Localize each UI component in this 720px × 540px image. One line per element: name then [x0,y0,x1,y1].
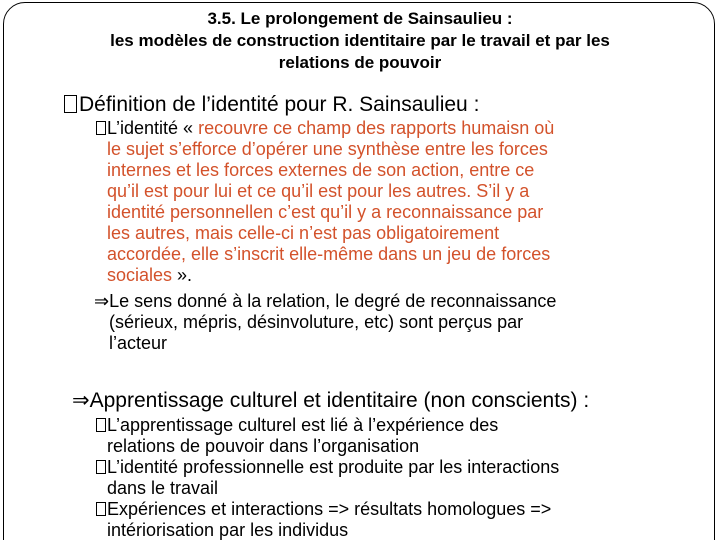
arrow-line: l’acteur [109,333,168,353]
square-bullet-icon [96,121,106,135]
quote-close: ». [172,265,193,285]
quote-line: les autres, mais celle-ci n’est pas obligatoirement [107,223,500,243]
quote-text: sociales [107,265,173,285]
quote-text: recouvre ce champ des rapports humaisn où [198,118,555,138]
square-bullet-icon [96,502,106,516]
item-text: Expériences et interactions => résultats homologues => [107,499,552,519]
square-bullet-icon [96,418,106,432]
quote-intro: L’identité « [107,118,199,138]
square-bullet-icon [96,460,106,474]
double-arrow-icon: ⇒ [94,291,110,312]
arrow-line [94,291,556,312]
arrow-line: (sérieux, mépris, désinvoluture, etc) sont perçus par [109,312,524,332]
list-item-line: relations de pouvoir dans l’organisation [107,436,420,456]
list-item [96,415,559,436]
quote-line: accordée, elle s’inscrit elle-même dans un jeu de forces [107,244,551,264]
arrow-text: Le sens donné à la relation, le degré de reconnaissance [109,291,557,311]
list-item-line: intériorisation par les individus [107,520,349,540]
quote-line: internes et les forces externes de son action, entre ce [107,160,535,180]
perception-point [94,291,556,354]
quote-line [96,265,554,286]
title-line: les modèles de construction identitaire par le travail et par les [110,31,610,50]
title-line: 3.5. Le prolongement de Sainsaulieu : [207,9,513,28]
section2-items [96,415,559,540]
list-item-line: dans le travail [107,478,219,498]
title-line: relations de pouvoir [278,53,442,72]
quote-line: identité personnellen c’est qu’il y a reconnaissance par [107,202,544,222]
section2-heading [72,389,589,412]
item-text: L’identité professionnelle est produite par les interactions [107,457,560,477]
slide-title [40,8,680,74]
list-item [96,457,559,478]
section1-heading [64,93,479,116]
quote-line: qu’il est pour lui et ce qu’il est pour les autres. S’il y a [107,181,530,201]
section1-heading-text: Définition de l’identité pour R. Sainsaulieu : [79,93,480,116]
quote-line: le sujet s’efforce d’opérer une synthèse entre les forces [107,139,548,159]
double-arrow-icon: ⇒ [72,388,90,412]
quote-line [96,118,554,139]
square-bullet-icon [64,95,77,113]
list-item [96,499,559,520]
section2-heading-text: Apprentissage culturel et identitaire (non conscients) : [89,389,590,412]
definition-quote [96,118,554,286]
item-text: L’apprentissage culturel est lié à l’expérience des [107,415,499,435]
